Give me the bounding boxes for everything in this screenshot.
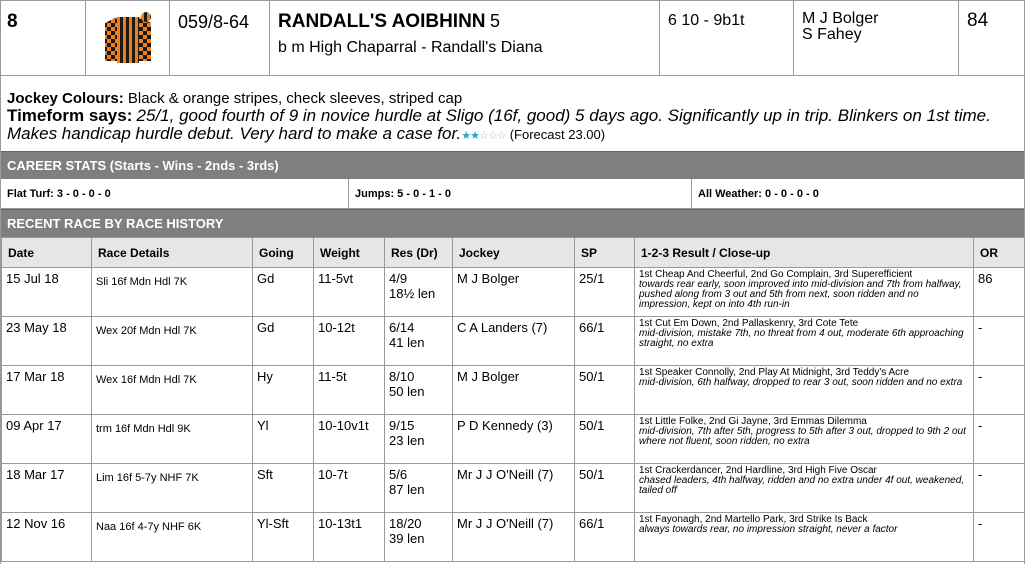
table-header-row <box>2 238 1025 268</box>
row-going: Gd <box>253 268 314 317</box>
runner-header <box>1 0 1024 76</box>
table-row <box>2 317 1025 366</box>
row-jockey: M J Bolger <box>453 366 575 415</box>
col-weight: Weight <box>314 238 385 268</box>
row-jockey: P D Kennedy (3) <box>453 415 575 464</box>
row-sp: 50/1 <box>575 366 635 415</box>
row-sp: 50/1 <box>575 415 635 464</box>
stars-filled: ★★ <box>461 130 479 142</box>
row-result: 8/10 50 len <box>385 366 453 415</box>
row-going: Gd <box>253 317 314 366</box>
row-close-up: 1st Fayonagh, 2nd Martello Park, 3rd Strike Is Back always towards rear, no impression straight, never a factor <box>635 513 974 562</box>
col-jockey: Jockey <box>453 238 575 268</box>
horse-name[interactable]: RANDALL'S AOIBHINN <box>278 11 486 32</box>
jockey-name: S Fahey <box>802 26 862 43</box>
row-result: 5/6 87 len <box>385 464 453 513</box>
row-race-details[interactable]: Lim 16f 5-7y NHF 7K <box>92 464 253 513</box>
row-race-details[interactable]: Sli 16f Mdn Hdl 7K <box>92 268 253 317</box>
row-date: 18 Mar 17 <box>2 464 92 513</box>
col-or: OR <box>974 238 1025 268</box>
row-close-up: 1st Little Folke, 2nd Gi Jayne, 3rd Emmas Dilemma mid-division, 7th after 5th, progress to 5th after 3 out, dropped to 9th 2 out where not fluent, soon ridden, no extra <box>635 415 974 464</box>
row-or: - <box>974 366 1025 415</box>
row-or: - <box>974 317 1025 366</box>
race-history-table <box>1 237 1025 562</box>
col-race-details: Race Details <box>92 238 253 268</box>
jockey-silk-icon <box>86 1 170 75</box>
form-code: 059/8-64 <box>170 1 270 75</box>
row-going: Yl <box>253 415 314 464</box>
row-weight: 11-5vt <box>314 268 385 317</box>
row-going: Sft <box>253 464 314 513</box>
timeform-label: Timeform says: <box>7 106 133 125</box>
row-sp: 50/1 <box>575 464 635 513</box>
row-or: - <box>974 415 1025 464</box>
stars-empty: ☆☆☆ <box>478 130 506 142</box>
col-sp: SP <box>575 238 635 268</box>
jockey-colours: Black & orange stripes, check sleeves, striped cap <box>127 90 463 107</box>
jockey-colours-label: Jockey Colours: <box>7 90 124 107</box>
col-date: Date <box>2 238 92 268</box>
row-date: 23 May 18 <box>2 317 92 366</box>
row-or: - <box>974 464 1025 513</box>
row-date: 12 Nov 16 <box>2 513 92 562</box>
row-sp: 25/1 <box>575 268 635 317</box>
row-race-details[interactable]: Naa 16f 4-7y NHF 6K <box>92 513 253 562</box>
row-weight: 10-13t1 <box>314 513 385 562</box>
runner-number: 8 <box>1 1 86 75</box>
row-weight: 10-10v1t <box>314 415 385 464</box>
pedigree: b m High Chaparral - Randall's Diana <box>278 39 543 56</box>
col-result: Res (Dr) <box>385 238 453 268</box>
row-going: Yl-Sft <box>253 513 314 562</box>
flat-turf-stats: Flat Turf: 3 - 0 - 0 - 0 <box>1 179 349 208</box>
career-stats <box>1 179 1024 209</box>
row-race-details[interactable]: Wex 16f Mdn Hdl 7K <box>92 366 253 415</box>
trainer-jockey <box>794 1 959 75</box>
runner-info <box>1 76 1024 151</box>
row-sp: 66/1 <box>575 513 635 562</box>
row-date: 15 Jul 18 <box>2 268 92 317</box>
row-result: 6/14 41 len <box>385 317 453 366</box>
draw: 5 <box>489 11 500 31</box>
row-jockey: M J Bolger <box>453 268 575 317</box>
table-row <box>2 464 1025 513</box>
row-or: 86 <box>974 268 1025 317</box>
table-row <box>2 268 1025 317</box>
table-row <box>2 513 1025 562</box>
row-result: 4/9 18½ len <box>385 268 453 317</box>
col-close-up: 1-2-3 Result / Close-up <box>635 238 974 268</box>
row-race-details[interactable]: Wex 20f Mdn Hdl 7K <box>92 317 253 366</box>
age-weight: 6 10 - 9b1t <box>660 1 794 75</box>
row-weight: 10-12t <box>314 317 385 366</box>
row-date: 09 Apr 17 <box>2 415 92 464</box>
row-or: - <box>974 513 1025 562</box>
all-weather-stats: All Weather: 0 - 0 - 0 - 0 <box>698 188 819 200</box>
jumps-stats: Jumps: 5 - 0 - 1 - 0 <box>349 179 692 208</box>
timeform-comment: 25/1, good fourth of 9 in novice hurdle at Sligo (16f, good) 5 days ago. Significantly up in trip. Blinkers on 1st time. Makes handicap hurdle debut. Very hard to make a case for. <box>7 106 991 143</box>
row-jockey: Mr J J O'Neill (7) <box>453 513 575 562</box>
col-going: Going <box>253 238 314 268</box>
row-sp: 66/1 <box>575 317 635 366</box>
forecast-price: (Forecast 23.00) <box>509 127 606 142</box>
row-weight: 11-5t <box>314 366 385 415</box>
row-going: Hy <box>253 366 314 415</box>
horse-block <box>270 1 660 75</box>
row-result: 18/20 39 len <box>385 513 453 562</box>
row-jockey: C A Landers (7) <box>453 317 575 366</box>
career-stats-header: CAREER STATS (Starts - Wins - 2nds - 3rds) <box>1 151 1024 179</box>
table-row <box>2 366 1025 415</box>
row-close-up: 1st Cut Em Down, 2nd Pallaskenry, 3rd Cote Tete mid-division, mistake 7th, no threat from 4 out, moderate 6th approaching straight, no extra <box>635 317 974 366</box>
row-date: 17 Mar 18 <box>2 366 92 415</box>
trainer-name: M J Bolger <box>802 10 879 27</box>
row-race-details[interactable]: trm 16f Mdn Hdl 9K <box>92 415 253 464</box>
row-close-up: 1st Speaker Connolly, 2nd Play At Midnight, 3rd Teddy's Acre mid-division, 6th halfway, dropped to rear 3 out, soon ridden and no extra <box>635 366 974 415</box>
row-close-up: 1st Crackerdancer, 2nd Hardline, 3rd High Five Oscar chased leaders, 4th halfway, ridden and no extra under 4f out, weakened, tailed off <box>635 464 974 513</box>
official-rating: 84 <box>967 10 989 31</box>
row-jockey: Mr J J O'Neill (7) <box>453 464 575 513</box>
row-weight: 10-7t <box>314 464 385 513</box>
row-result: 9/15 23 len <box>385 415 453 464</box>
row-close-up: 1st Cheap And Cheerful, 2nd Go Complain, 3rd Superefficient towards rear early, soon improved into mid-division and 7th from halfway, pushed along from 3 out and 5th from next, soon ridden and no impression, kept on into 4th run-in <box>635 268 974 317</box>
table-row <box>2 415 1025 464</box>
timeform-stars-icon <box>461 130 505 142</box>
race-history-header: RECENT RACE BY RACE HISTORY <box>1 209 1024 237</box>
